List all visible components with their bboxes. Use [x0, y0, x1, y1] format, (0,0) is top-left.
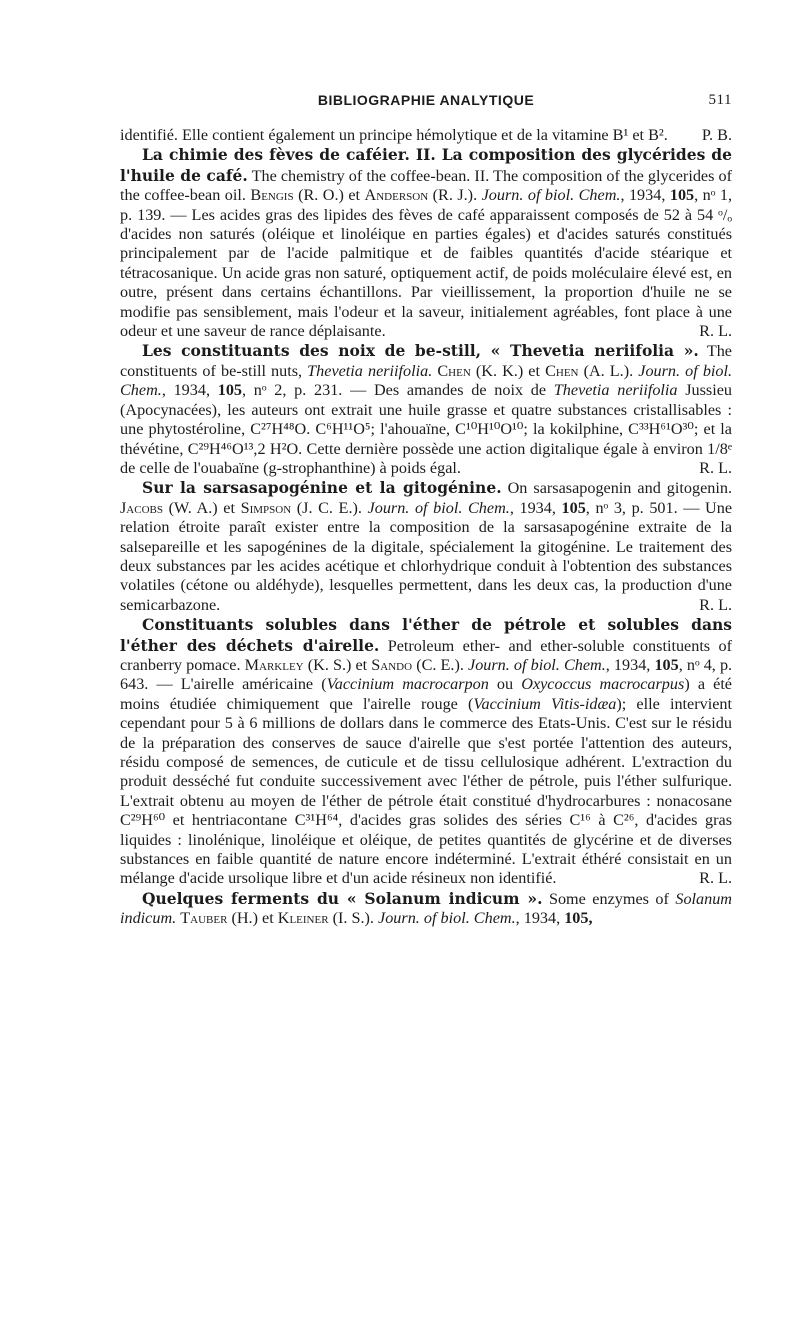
entry-author: Sando — [371, 655, 413, 674]
entry-title: Sur la sarsasapogénine et la gitogénine. — [142, 478, 502, 498]
entry-author: Anderson — [364, 186, 429, 205]
entry-signature: R. L. — [699, 322, 732, 341]
running-title: BIBLIOGRAPHIE ANALYTIQUE — [317, 92, 535, 108]
entry-author-initials: (A. L.). — [583, 361, 634, 380]
intro-signature: P. B. — [701, 126, 732, 144]
entry-abstract-italic: Oxycoccus macrocarpus — [521, 675, 685, 694]
entry-journal: Journ. of biol. Chem. — [378, 909, 516, 928]
entry-english-title-italic: Thevetia neriifolia. — [307, 361, 433, 380]
entry-title: Quelques ferments du « Solanum indicum ». — [142, 888, 543, 908]
entry-volume: 105 — [669, 186, 695, 205]
abstract-entry — [120, 145, 732, 341]
entry-year: , 1934, — [620, 186, 670, 205]
entry-journal: Journ. of biol. Chem. — [468, 655, 606, 674]
entry-abstract: ); elle intervient cependant pour 5 à 6 millions de dollars dans le commerce des Etats-Unis. C'est sur le résidu de la préparation des conserves de sauce d'airelle que s'est portée l'attention des auteurs, résidu composé de semences, de cuticule et de tissu cellulosique adhérent. L'extraction du produit desséché fut conduite successivement avec l'éther de pétrole, puis l'éther sulfurique. L'extrait obtenu au moyen de l'éther de pétrole était constitué d'hydrocarbures : nonacosane C²⁹H⁶⁰ et hentriacontane C³¹H⁶⁴, d'acides gras solides des séries C¹⁶ à C²⁶, d'acides gras liquides : linolénique, linoléique et oléique, de petites quantités de glycérine et de diverses substances en faible quantité de nature encore indéterminé. L'extrait éthéré consistait en un mélange d'acide ursolique libre et d'un acide résineux non identifié. — [120, 694, 732, 888]
entry-journal: Journ. of biol. Chem. — [120, 361, 733, 400]
article-body — [120, 126, 732, 929]
entry-volume: 105 — [217, 381, 243, 400]
entry-author: Bengis — [250, 186, 294, 205]
abstract-entry — [120, 341, 732, 478]
entry-issue: , nᵒ 4, p. 643. — [120, 655, 733, 694]
entry-author: Markley — [244, 655, 304, 674]
running-header — [120, 92, 732, 114]
entry-volume: 105, — [564, 909, 593, 928]
entry-year: , 1934, — [605, 655, 655, 674]
entry-abstract: ) a été moins étudiée chimiquement que l'airelle rouge ( — [120, 675, 732, 713]
entry-author-initials: (R. J.). — [432, 186, 478, 205]
entry-abstract: ou — [488, 675, 522, 694]
entry-abstract: — Une relation étroite paraît exister entre la composition de la sarsasapogénine extraite de la salsepareille et les sapogénines de la digitale, spécialement la gitogénine. Le traitement des deux substances par les acides acétique et chlorhydrique conduit à l'obtention des substances volatiles (cétone ou aldéhyde), lesquelles permettent, dans les deux cas, la production d'une semicarbazone. — [120, 498, 733, 614]
entry-abstract-italic: Vaccinium macrocarpon — [326, 675, 489, 694]
entry-signature: R. L. — [699, 869, 732, 888]
entry-abstract: — Des amandes de noix de — [350, 381, 547, 400]
entry-author: Kleiner — [277, 909, 329, 928]
entry-english-title: Petroleum ether- and ether-soluble constituents of cranberry pomace. — [120, 636, 732, 674]
entry-abstract: — L'airelle américaine ( — [156, 675, 327, 694]
entry-year: , 1934, — [161, 381, 218, 400]
entry-author-initials: (I. S.). — [332, 909, 374, 928]
entry-abstract: — Les acides gras des lipides des fèves de café apparaissent composés de 52 à 54 ᵒ/ₒ d'acides non saturés (oléique et linoléique en parties égales) et d'acides saturés constitués principalement par de l'acide palmitique et de faibles quantités d'acide stéarique et tétracosanique. Un acide gras non saturé, optiquement actif, de poids moléculaire élevé est, en outre, présent dans certains échantillons. Par vieillissement, la proportion d'huile ne se modifie pas sensiblement, mais l'odeur et la saveur, initialement agréables, font place à une odeur et une saveur de rance déplaisante. — [120, 205, 733, 341]
entry-author-initials: (W. A.) et — [168, 498, 235, 517]
abstract-entry — [120, 889, 732, 929]
intro-text: identifié. Elle contient également un principe hémolytique et de la vitamine B¹ et B². — [120, 126, 668, 144]
entry-author: Chen — [437, 361, 471, 380]
abstract-entry — [120, 615, 732, 889]
entry-journal: Journ. of biol. Chem. — [481, 186, 621, 205]
entry-author-initials: (R. O.) et — [298, 186, 361, 205]
entry-journal: Journ. of biol. Chem. — [367, 498, 510, 517]
entry-author: Simpson — [240, 498, 292, 517]
entry-author: Jacobs — [120, 498, 163, 517]
entry-title: Constituants solubles dans l'éther de pétrole et solubles dans l'éther des déchets d'airelle. — [120, 615, 732, 655]
entry-author: Chen — [545, 361, 579, 380]
entry-year: , 1934, — [509, 498, 562, 517]
entry-year: , 1934, — [515, 909, 565, 928]
entry-english-title-italic: Solanum indicum. — [120, 889, 732, 928]
entry-english-title: The chemistry of the coffee-bean. II. The composition of the glycerides of the coffee-bean oil. — [120, 166, 732, 205]
entry-volume: 105 — [654, 655, 679, 674]
entry-signature: R. L. — [699, 458, 732, 477]
entry-issue: , nᵒ 3, p. 501. — [585, 498, 678, 517]
entry-issue: , nᵒ 1, p. 139. — [120, 186, 733, 224]
entry-author-initials: (C. E.). — [416, 655, 464, 674]
entry-title: La chimie des fèves de caféier. II. La composition des glycérides de l'huile de café. — [120, 145, 732, 185]
entry-author-initials: (K. S.) et — [307, 655, 368, 674]
entry-issue: , nᵒ 2, p. 231. — [242, 381, 343, 400]
entry-author-initials: (K. K.) et — [475, 361, 540, 380]
abstract-entry — [120, 478, 732, 615]
entry-signature: R. L. — [699, 595, 732, 614]
page-number: 511 — [708, 92, 732, 108]
entry-author-initials: (J. C. E.). — [296, 498, 362, 517]
entry-abstract-italic: Vaccinium Vitis-idæa — [473, 694, 617, 713]
entry-english-title: On sarsasapogenin and gitogenin. — [507, 479, 732, 498]
entry-title: Les constituants des noix de be-still, « Thevetia neriifolia ». — [142, 341, 699, 361]
entry-abstract: Jussieu (Apocynacées), les auteurs ont extrait une huile grasse et quatre substances cristallisables : une phytostéroline, C²⁷H⁴⁸O. C⁶H¹¹O⁵; l'ahouaïne, C¹⁰H¹⁰O¹⁰; la kokilphine, C³³H⁶¹O³⁰; et la thévétine, C²⁹H⁴⁶O¹³,2 H²O. Cette dernière possède une action digitalique égale à environ 1/8ᵉ de celle de l'ouabaïne (g-strophanthine) à poids égal. — [120, 381, 733, 477]
entry-volume: 105 — [561, 498, 586, 517]
entry-abstract-italic: Thevetia neriifolia — [553, 381, 678, 400]
entry-author: Tauber — [180, 909, 228, 928]
entry-english-title: The constituents of be-still nuts, — [120, 342, 732, 380]
entry-english-title: Some enzymes of — [548, 889, 669, 908]
intro-paragraph — [120, 126, 732, 145]
entry-author-initials: (H.) et — [231, 909, 274, 928]
